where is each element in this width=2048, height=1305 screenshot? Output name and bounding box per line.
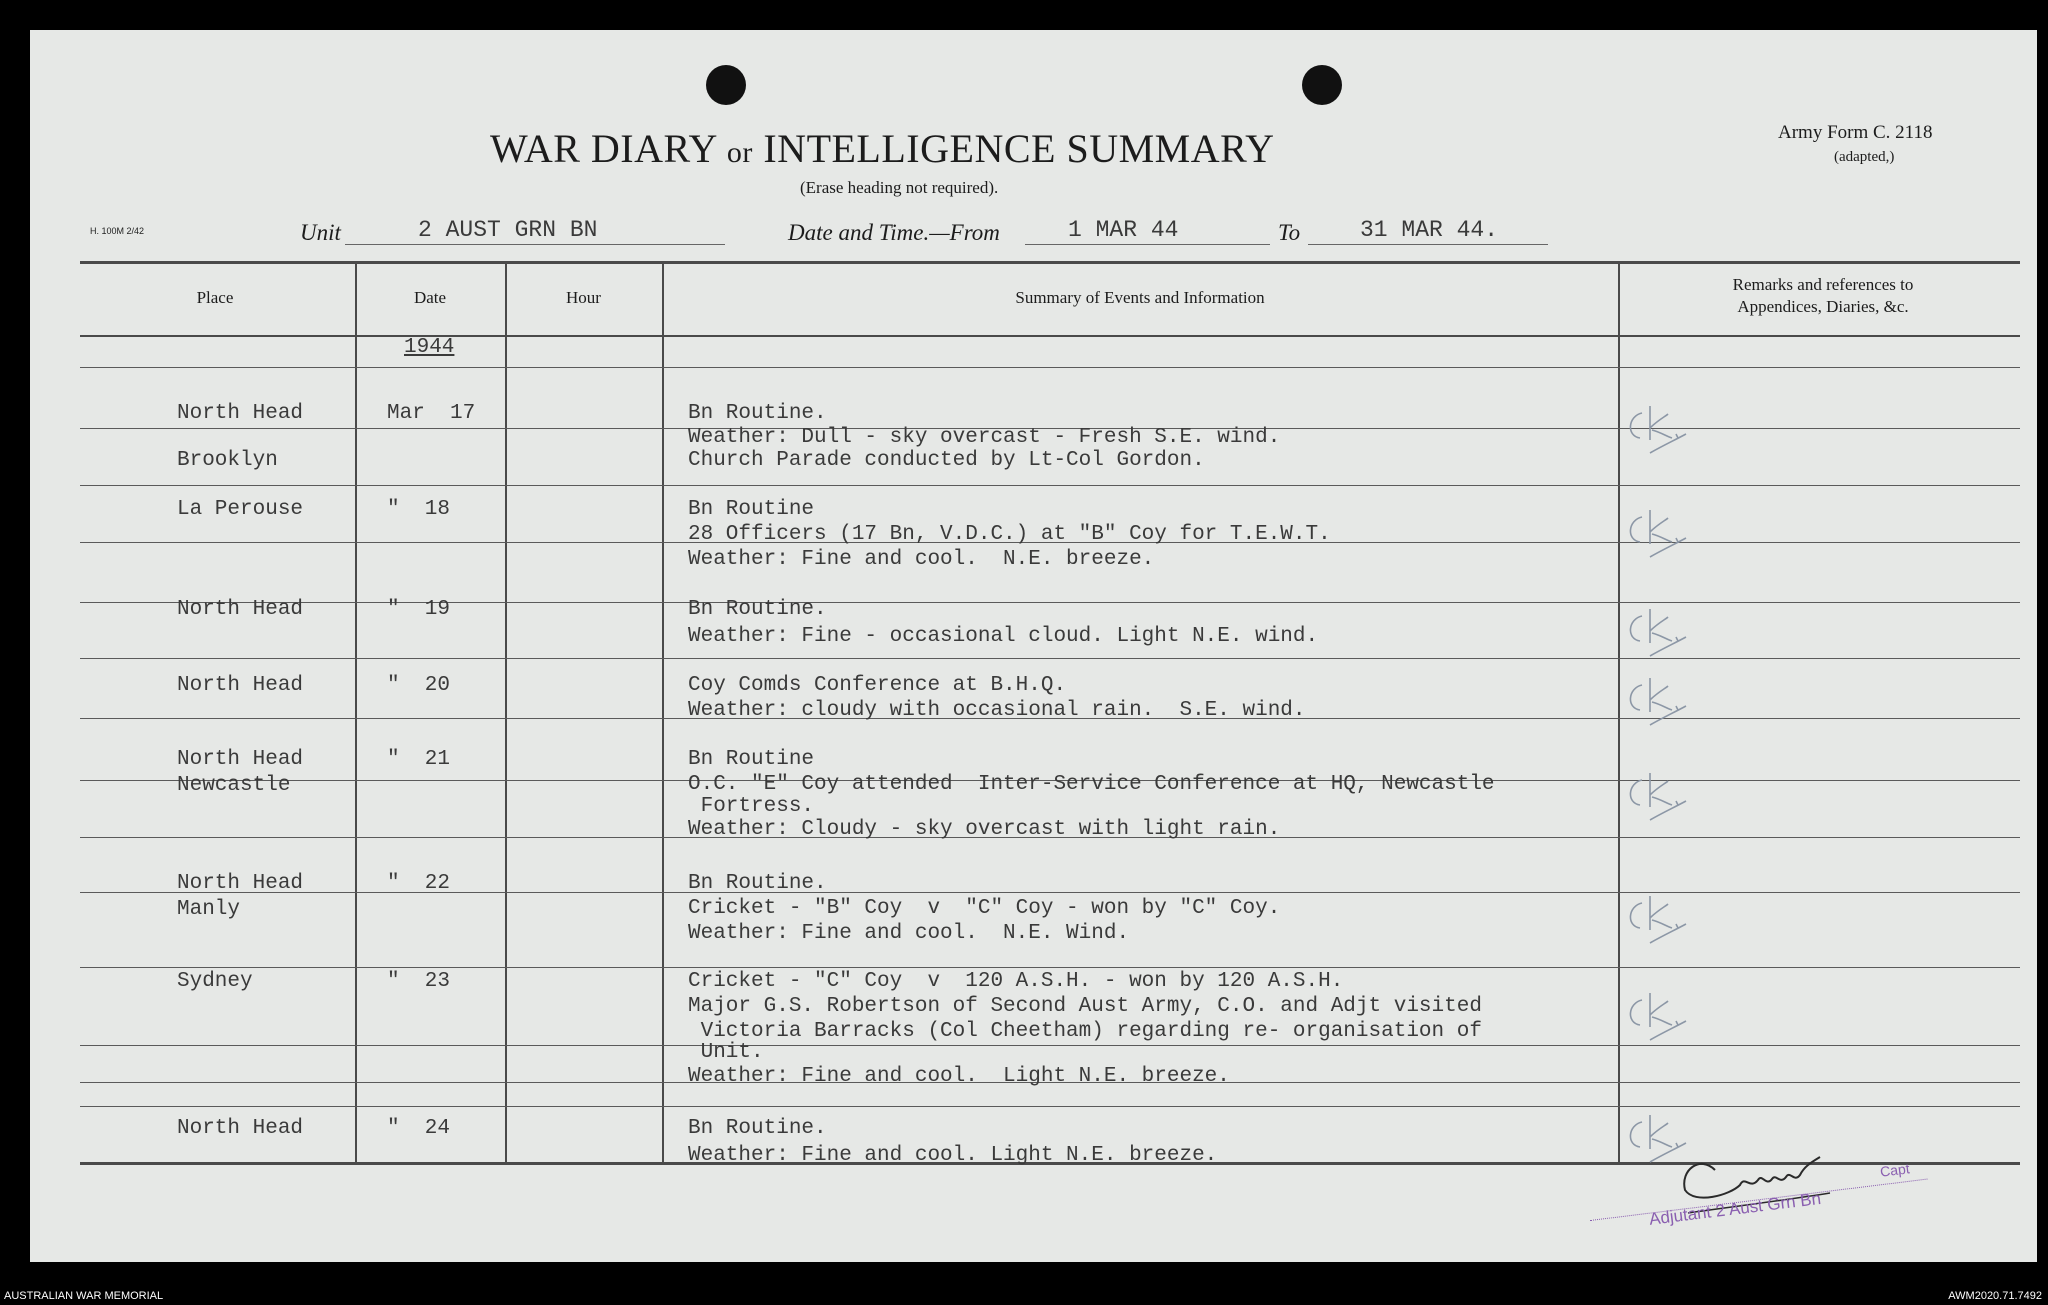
entry-summary-line: Fortress. bbox=[688, 795, 815, 818]
entry-summary-line: Major G.S. Robertson of Second Aust Army, C.O. and Adjt visited bbox=[688, 995, 1482, 1018]
entry-place: North Head bbox=[177, 1117, 304, 1140]
row-rule bbox=[80, 1106, 2020, 1107]
entry-summary-line: Unit. bbox=[688, 1041, 764, 1064]
diary-page bbox=[30, 30, 2037, 1262]
row-rule bbox=[80, 485, 2020, 486]
row-rule bbox=[80, 967, 2020, 968]
table-top-rule bbox=[80, 261, 2020, 264]
entry-summary-line: Weather: Fine and cool. N.E. Wind. bbox=[688, 922, 1130, 945]
unit-value: 2 AUST GRN BN bbox=[418, 217, 598, 243]
entry-date: " 24 bbox=[387, 1117, 451, 1140]
entry-summary-line: Weather: Fine and cool. N.E. breeze. bbox=[688, 548, 1155, 571]
pencil-check-mark-icon bbox=[1620, 765, 1700, 825]
entry-date: " 22 bbox=[387, 872, 451, 895]
entry-summary-line: Weather: Fine and cool. Light N.E. breeze. bbox=[688, 1065, 1230, 1088]
army-form-adapted: (adapted,) bbox=[1834, 149, 1895, 165]
date-to-label: To bbox=[1278, 220, 1301, 245]
army-form-number: Army Form C. 2118 bbox=[1778, 122, 1933, 143]
entry-place: La Perouse bbox=[177, 498, 304, 521]
entry-date: " 18 bbox=[387, 498, 451, 521]
punch-hole bbox=[706, 65, 746, 105]
title-or: or bbox=[726, 136, 753, 169]
row-rule bbox=[80, 892, 2020, 893]
entry-date: Mar 17 bbox=[387, 402, 476, 425]
entry-place: Manly bbox=[177, 898, 241, 921]
entry-summary-line: Cricket - "B" Coy v "C" Coy - won by "C" Coy. bbox=[688, 897, 1281, 920]
col-header-place: Place bbox=[196, 288, 234, 307]
footer-accession: AWM2020.71.7492 bbox=[1948, 1290, 2042, 1302]
entry-place: Brooklyn bbox=[177, 449, 278, 472]
pencil-check-mark-icon bbox=[1620, 1107, 1700, 1167]
date-to-value: 31 MAR 44. bbox=[1360, 217, 1499, 243]
title-intelligence-summary: INTELLIGENCE SUMMARY bbox=[763, 126, 1275, 171]
entry-summary-line: Weather: cloudy with occasional rain. S.E. wind. bbox=[688, 699, 1306, 722]
date-from-label: Date and Time.—From bbox=[788, 220, 1000, 245]
row-rule bbox=[80, 1045, 2020, 1046]
entry-place: North Head bbox=[177, 748, 304, 771]
date-from-value: 1 MAR 44 bbox=[1068, 217, 1179, 243]
entry-summary-line: Weather: Fine and cool. Light N.E. breeze. bbox=[688, 1144, 1218, 1167]
col-header-hour: Hour bbox=[566, 288, 601, 307]
date-to-fill-line bbox=[1308, 244, 1548, 245]
adjutant-stamp: Adjutant 2 Aust Grn Bn bbox=[1648, 1188, 1822, 1229]
entry-summary-line: Weather: Dull - sky overcast - Fresh S.E. wind. bbox=[688, 426, 1281, 449]
entry-place: North Head bbox=[177, 674, 304, 697]
entry-summary-line: Bn Routine bbox=[688, 498, 815, 521]
row-rule bbox=[80, 367, 2020, 368]
pencil-check-mark-icon bbox=[1620, 670, 1700, 730]
unit-fill-line bbox=[345, 244, 725, 245]
entry-summary-line: Bn Routine. bbox=[688, 598, 827, 621]
remarks-header-line: Remarks and references to bbox=[1732, 275, 1914, 294]
footer-source: AUSTRALIAN WAR MEMORIAL bbox=[4, 1290, 164, 1302]
pencil-check-mark-icon bbox=[1620, 601, 1700, 661]
stamp-capt: Capt bbox=[1879, 1160, 1911, 1180]
row-rule bbox=[80, 602, 2020, 603]
entry-summary-line: 28 Officers (17 Bn, V.D.C.) at "B" Coy for T.E.W.T. bbox=[688, 523, 1331, 546]
entry-date: " 19 bbox=[387, 598, 451, 621]
remarks-header-line: Appendices, Diaries, &c. bbox=[1737, 297, 1909, 316]
pencil-check-mark-icon bbox=[1620, 888, 1700, 948]
entry-summary-line: Bn Routine. bbox=[688, 872, 827, 895]
year-label: 1944 bbox=[404, 336, 455, 359]
col-header-date: Date bbox=[413, 288, 447, 307]
entry-place: Newcastle bbox=[177, 774, 291, 797]
unit-label: Unit bbox=[300, 220, 341, 245]
entry-date: " 20 bbox=[387, 674, 451, 697]
entry-summary-line: Weather: Cloudy - sky overcast with light rain. bbox=[688, 818, 1281, 841]
entry-summary-line: Church Parade conducted by Lt-Col Gordon. bbox=[688, 449, 1205, 472]
pencil-check-mark-icon bbox=[1620, 502, 1700, 562]
entry-place: North Head bbox=[177, 872, 304, 895]
pencil-check-mark-icon bbox=[1620, 985, 1700, 1045]
form-print-ref: H. 100M 2/42 bbox=[90, 226, 145, 236]
col-header-summary: Summary of Events and Information bbox=[1015, 288, 1265, 307]
page-subtitle: (Erase heading not required). bbox=[800, 178, 999, 197]
entry-summary-line: Bn Routine. bbox=[688, 1117, 827, 1140]
col-header-remarks bbox=[1618, 274, 2028, 318]
row-rule bbox=[80, 658, 2020, 659]
entry-date: " 23 bbox=[387, 970, 451, 993]
date-from-fill-line bbox=[1025, 244, 1270, 245]
punch-hole bbox=[1302, 65, 1342, 105]
col-divider bbox=[505, 263, 507, 1163]
title-war-diary: WAR DIARY bbox=[490, 126, 717, 171]
entry-summary-line: Victoria Barracks (Col Cheetham) regarding re- organisation of bbox=[688, 1020, 1482, 1043]
entry-summary-line: Bn Routine bbox=[688, 748, 815, 771]
pencil-check-mark-icon bbox=[1620, 398, 1700, 458]
entry-place: North Head bbox=[177, 402, 304, 425]
entry-summary-line: Coy Comds Conference at B.H.Q. bbox=[688, 674, 1067, 697]
col-divider bbox=[355, 263, 357, 1163]
page-title bbox=[490, 125, 1274, 172]
entry-summary-line: Cricket - "C" Coy v 120 A.S.H. - won by 120 A.S.H. bbox=[688, 970, 1344, 993]
entry-summary-line: Bn Routine. bbox=[688, 402, 827, 425]
header-bottom-rule bbox=[80, 335, 2020, 337]
entry-place: North Head bbox=[177, 598, 304, 621]
entry-date: " 21 bbox=[387, 748, 451, 771]
col-divider bbox=[662, 263, 664, 1163]
entry-summary-line: O.C. "E" Coy attended Inter-Service Conference at HQ, Newcastle bbox=[688, 773, 1495, 796]
entry-place: Sydney bbox=[177, 970, 253, 993]
entry-summary-line: Weather: Fine - occasional cloud. Light N.E. wind. bbox=[688, 625, 1319, 648]
